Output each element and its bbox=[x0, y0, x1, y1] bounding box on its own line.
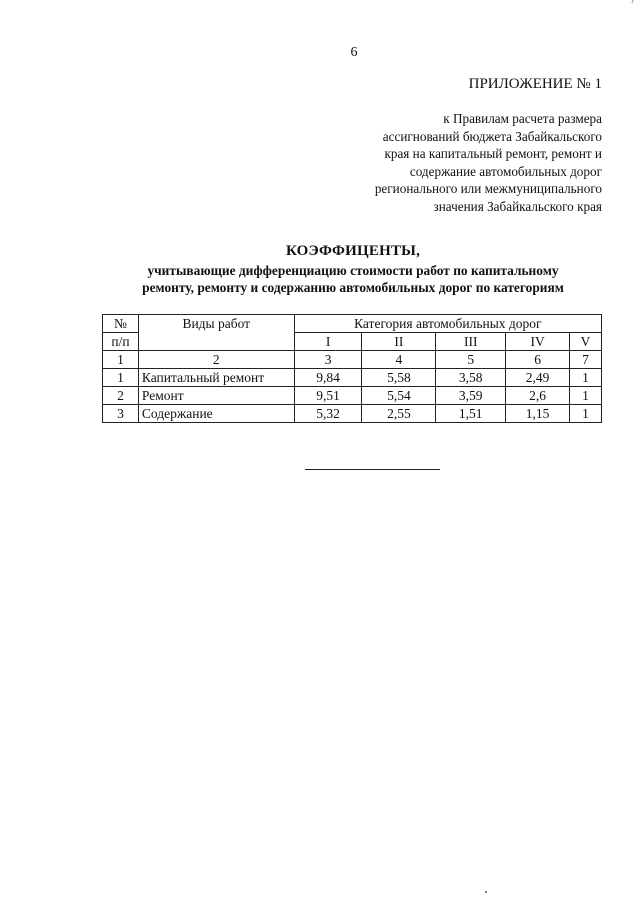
header-work-types: Виды работ bbox=[138, 315, 294, 351]
coefficient-value: 1 bbox=[570, 387, 602, 405]
document-title: КОЭФФИЦЕНТЫ, bbox=[285, 243, 421, 259]
column-number: 2 bbox=[138, 351, 294, 369]
approval-reference bbox=[342, 110, 602, 216]
column-number: 7 bbox=[570, 351, 602, 369]
closing-rule bbox=[305, 469, 440, 470]
coefficient-value: 3,58 bbox=[436, 369, 506, 387]
header-category: IV bbox=[506, 333, 570, 351]
work-type: Содержание bbox=[138, 405, 294, 423]
header-category: V bbox=[570, 333, 602, 351]
column-number: 6 bbox=[506, 351, 570, 369]
column-number: 4 bbox=[362, 351, 436, 369]
header-category: II bbox=[362, 333, 436, 351]
coefficient-value: 2,55 bbox=[362, 405, 436, 423]
approval-line: значения Забайкальского края bbox=[433, 198, 602, 214]
approval-line: к Правилам расчета размера bbox=[443, 111, 602, 126]
coefficient-value: 1 bbox=[570, 369, 602, 387]
coefficients-table bbox=[102, 314, 602, 423]
approval-line: края на капитальный ремонт, ремонт и bbox=[384, 146, 602, 162]
column-number: 1 bbox=[103, 351, 139, 369]
header-category-group: Категория автомобильных дорог bbox=[294, 315, 601, 333]
subtitle-line: учитывающие дифференциацию стоимости работ по капитальному bbox=[147, 263, 559, 278]
coefficient-value: 5,54 bbox=[362, 387, 436, 405]
coefficient-value: 9,51 bbox=[294, 387, 362, 405]
coefficient-value: 1,15 bbox=[506, 405, 570, 423]
header-number-cell: № bbox=[103, 315, 139, 333]
work-type: Ремонт bbox=[138, 387, 294, 405]
approval-line: регионального или межмуниципального bbox=[374, 181, 602, 197]
work-type: Капитальный ремонт bbox=[138, 369, 294, 387]
table-row bbox=[103, 369, 602, 387]
header-category: I bbox=[294, 333, 362, 351]
column-number: 3 bbox=[294, 351, 362, 369]
page-number: 6 bbox=[350, 45, 358, 60]
coefficient-value: 5,58 bbox=[362, 369, 436, 387]
column-number: 5 bbox=[436, 351, 506, 369]
row-number: 3 bbox=[103, 405, 139, 423]
coefficient-value: 1,51 bbox=[436, 405, 506, 423]
table-row bbox=[103, 387, 602, 405]
subtitle-line: ремонту, ремонту и содержанию автомобильных дорог по категориям bbox=[142, 280, 564, 295]
header-category: III bbox=[436, 333, 506, 351]
coefficient-value: 5,32 bbox=[294, 405, 362, 423]
header-number-sub-cell: п/п bbox=[103, 333, 139, 351]
approval-line: ассигнований бюджета Забайкальского bbox=[382, 128, 602, 144]
column-number-row bbox=[103, 351, 602, 369]
scan-speck bbox=[485, 891, 487, 893]
approval-line: содержание автомобильных дорог bbox=[409, 163, 602, 179]
coefficient-value: 1 bbox=[570, 405, 602, 423]
coefficient-value: 9,84 bbox=[294, 369, 362, 387]
document-subtitle bbox=[100, 262, 606, 296]
row-number: 2 bbox=[103, 387, 139, 405]
table-header-row bbox=[103, 315, 602, 333]
coefficient-value: 3,59 bbox=[436, 387, 506, 405]
coefficient-value: 2,49 bbox=[506, 369, 570, 387]
table-row bbox=[103, 405, 602, 423]
coefficient-value: 2,6 bbox=[506, 387, 570, 405]
corner-scan-mark bbox=[631, 0, 636, 5]
appendix-label: ПРИЛОЖЕНИЕ № 1 bbox=[468, 76, 602, 92]
row-number: 1 bbox=[103, 369, 139, 387]
